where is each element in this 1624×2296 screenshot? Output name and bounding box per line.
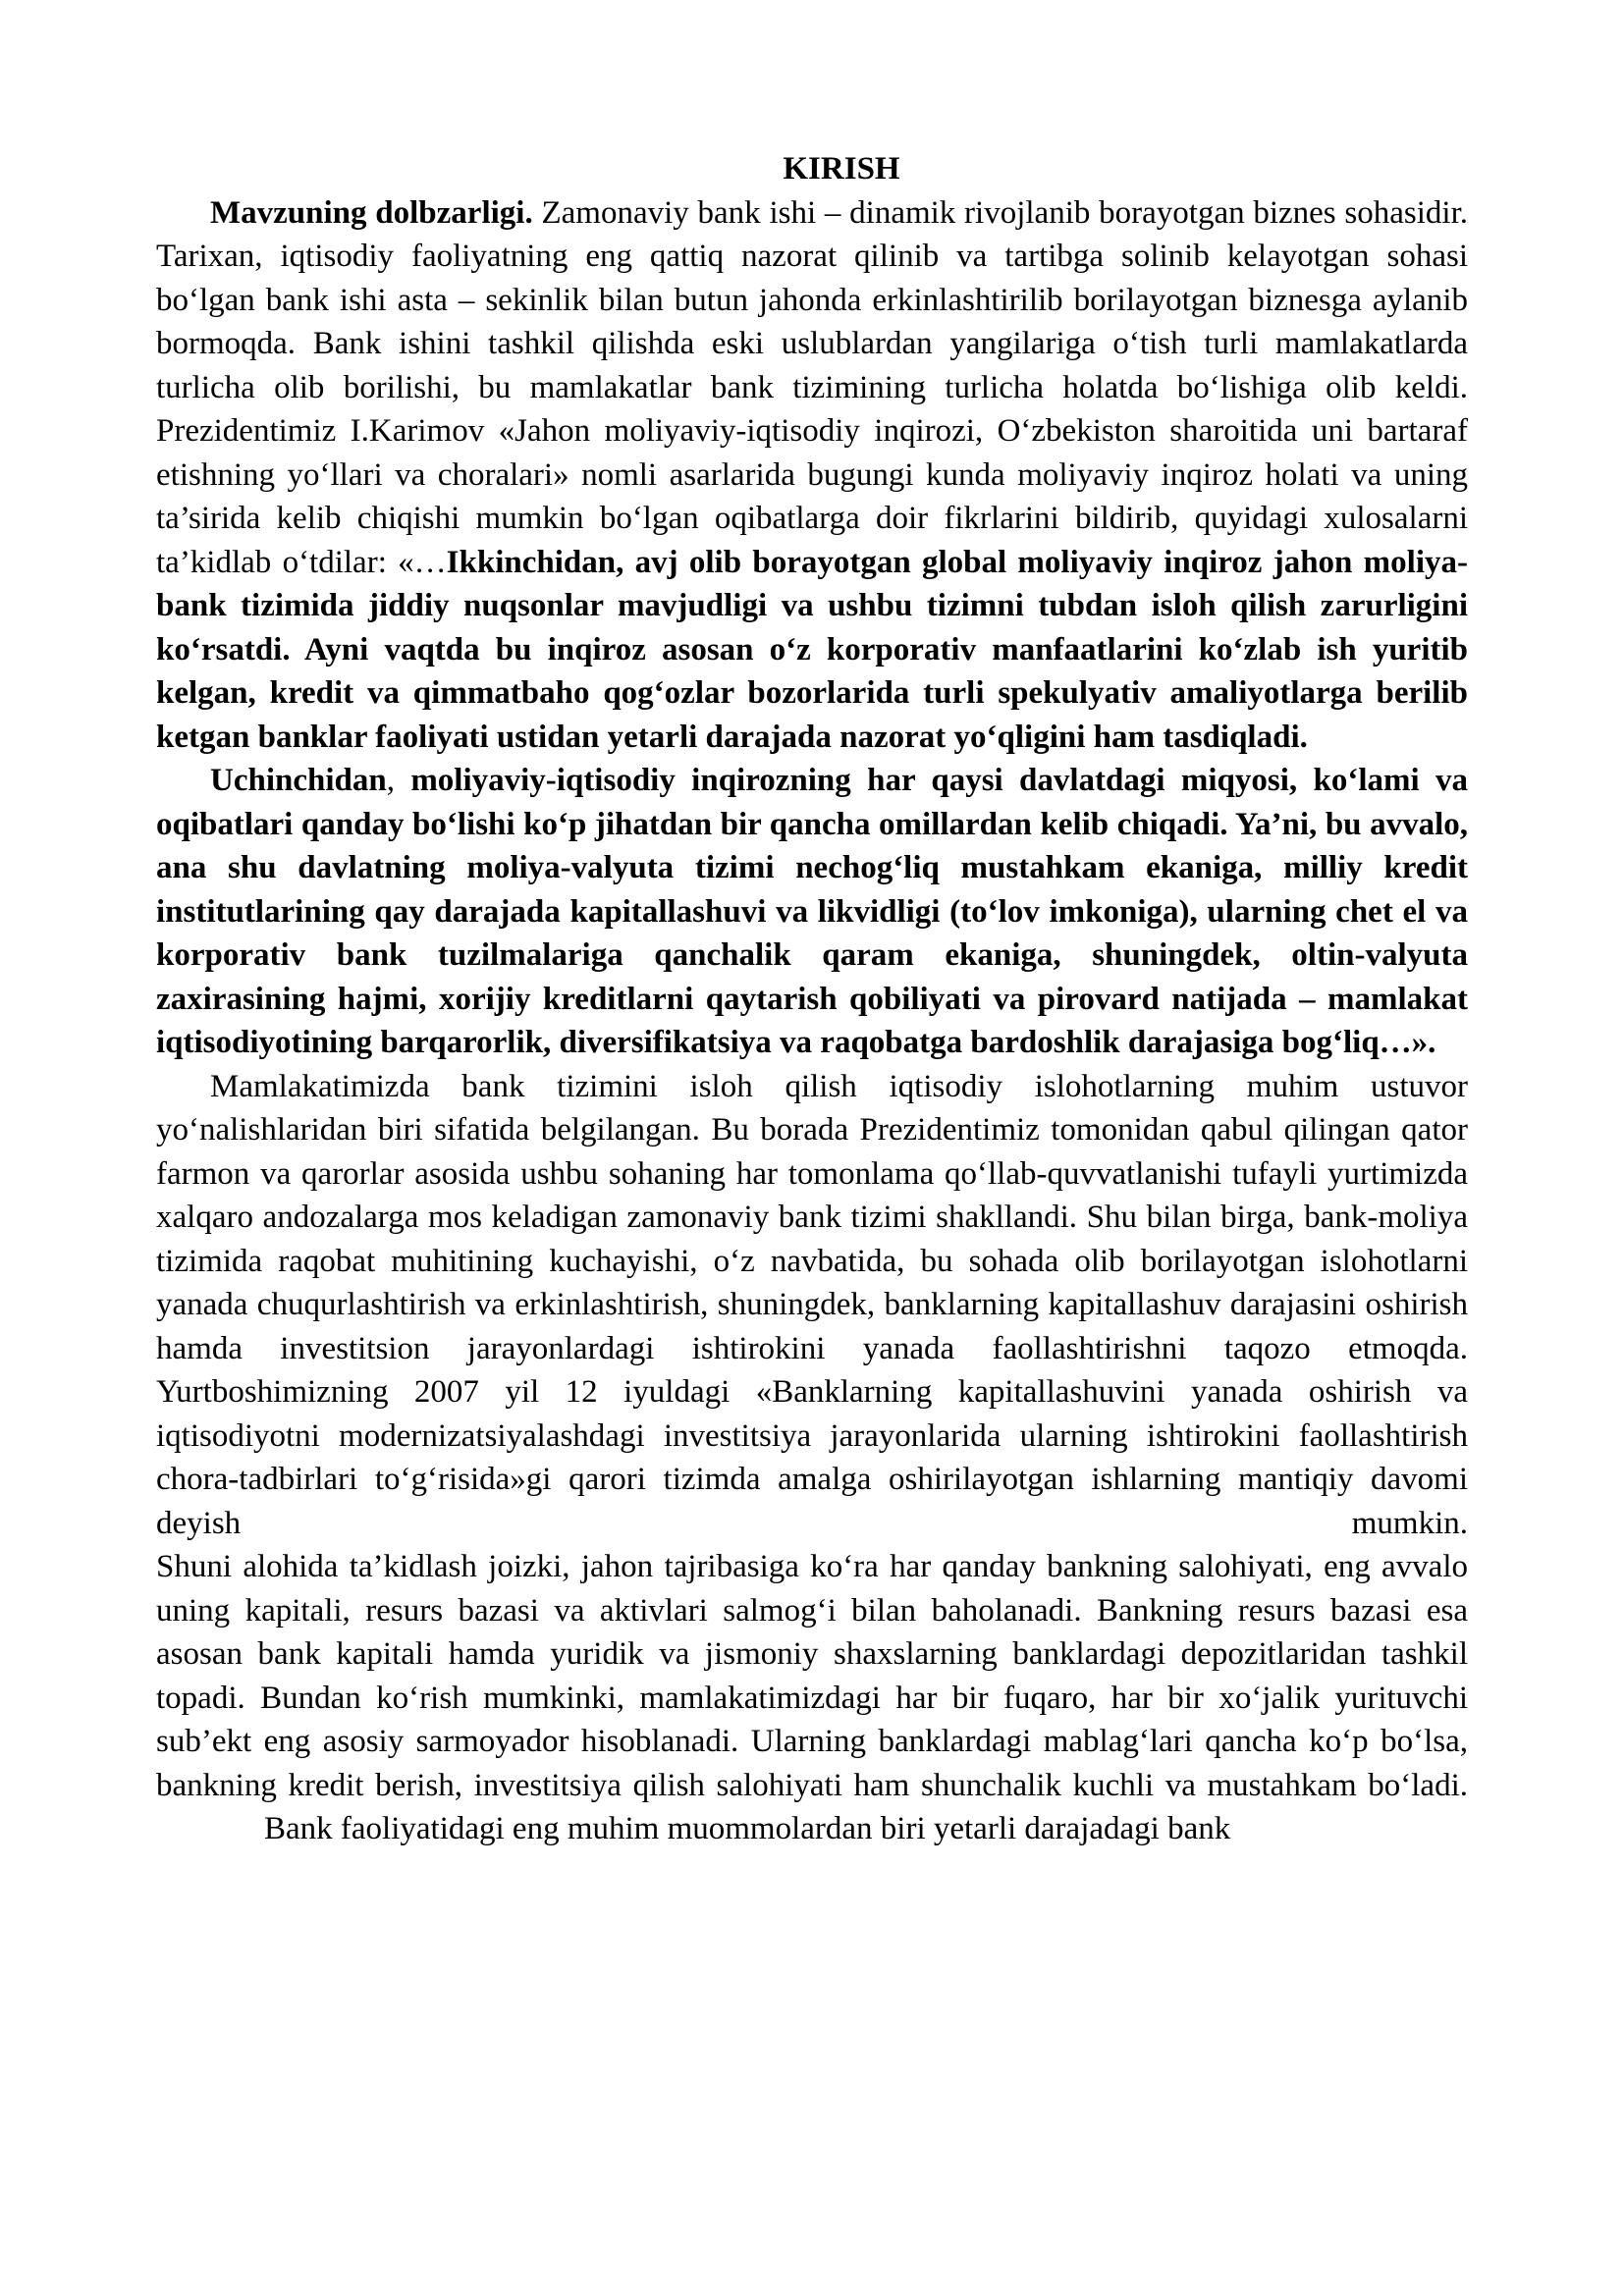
paragraph-banking-reform: Mamlakatimizda bank tizimini isloh qilish iqtisodiy islohotlarning muhim ustuvor yo‘nalishlaridan biri sifatida belgilangan. Bu borada Prezidentimiz tomonidan qabul qilingan qator farmon va qarorlar asosida ushbu sohaning har tomonlama qo‘llab-quvvatlanishi tufayli yurtimizda xalqaro andozalarga mos keladigan zamonaviy bank tizimi shakllandi. Shu bilan birga, bank-moliya tizimida raqobat muhitining kuchayishi, o‘z navbatida, bu sohada olib borilayotgan islohotlarni yanada chuqurlashtirish va erkinlashtirish, shuningdek, banklarning kapitallashuv darajasini oshirish hamda investitsion jarayonlardagi ishtirokini yanada faollashtirishni taqozo etmoqda. Yurtboshimizning 2007 yil 12 iyuldagi «Banklarning kapitallashuvini yanada oshirish va iqtisodiyotni modernizatsiyalashdagi investitsiya jarayonlarida ularning ishtirokini faollashtirish chora-tadbirlari to‘g‘risida»gi qarori tizimda amalga oshirilayotgan ishlarning mantiqiy davomi deyish mumkin. [156, 1068, 1468, 1541]
paragraph-bank-potential: Shuni alohida ta’kidlash joizki, jahon tajribasiga ko‘ra har qanday bankning salohiyati, eng avvalo uning kapitali, resurs bazasi va aktivlari salmog‘i bilan baholanadi. Bankning resurs bazasi esa asosan bank kapitali hamda yuridik va jismoniy shaxslarning banklardagi depozitlaridan tashkil topadi. Bundan ko‘rish mumkinki, mamlakatimizdagi har bir fuqaro, har bir xo‘jalik yurituvchi sub’ekt eng asosiy sarmoyador hisoblanadi. Ularning banklardagi mablag‘lari qancha ko‘p bo‘lsa, bankning kredit berish, investitsiya qilish salohiyati ham shunchalik kuchli va mustahkam bo‘ladi. [156, 1549, 1468, 1803]
third-point-comma: , [386, 763, 395, 798]
third-point-bold-text: moliyaviy-iqtisodiy inqirozning har qaysi davlatdagi miqyosi, ko‘lami va oqibatlari qanday bo‘lishi ko‘p jihatdan bir qancha omillardan kelib chiqadi. Ya’ni, bu avvalo, ana shu davlatning moliya-valyuta tizimi nechog‘liq mustahkam ekaniga, milliy kredit institutlarining qay darajada kapitallashuvi va likvidligi (to‘lov imkoniga), ularning chet el va korporativ bank tuzilmalariga qanchalik qaram ekaniga, shuningdek, oltin-valyuta zaxirasining hajmi, xorijiy kreditlarni qaytarish qobiliyati va pirovard natijada – mamlakat iqtisodiyotining barqarorlik, diversifikatsiya va raqobatga bardoshlik darajasiga bog‘liq…». [156, 763, 1468, 1060]
document-title: KIRISH [783, 151, 900, 187]
document-page [156, 147, 1468, 1851]
third-point-lead: Uchinchidan [210, 763, 387, 798]
relevance-text: Zamonaviy bank ishi – dinamik rivojlanib borayotgan biznes sohasidir. Tarixan, iqtisodiy faoliyatning eng qattiq nazorat qilinib va tartibga solinib kelayotgan sohasi bo‘lgan bank ishi asta – sekinlik bilan butun jahonda erkinlashtirilib borilayotgan biznesga aylanib bormoqda. Bank ishini tashkil qilishda eski uslublardan yangilariga o‘tish turli mamlakatlarda turlicha olib borilishi, bu mamlakatlar bank tizimining turlicha holatda bo‘lishiga olib keldi. Prezidentimiz I.Karimov «Jahon moliyaviy-iqtisodiy inqirozi, O‘zbekiston sharoitida uni bartaraf etishning yo‘llari va choralari» nomli asarlarida bugungi kunda moliyaviy inqiroz holati va uning ta’sirida kelib chiqishi mumkin bo‘lgan oqibatlarga doir fikrlarini bildirib, quyidagi xulosalarni ta’kidlab o‘tdilar: «… [156, 194, 1469, 580]
paragraph-third-point [156, 759, 1468, 1065]
paragraph-bank-problems: Bank faoliyatidagi eng muhim muommolardan biri yetarli darajadagi bank [264, 1811, 1231, 1846]
relevance-quote-bold: Ikkinchidan, avj olib borayotgan global moliyaviy inqiroz jahon moliya-bank tizimida jiddiy nuqsonlar mavjudligi va ushbu tizimni tubdan isloh qilish zarurligini ko‘rsatdi. Ayni vaqtda bu inqiroz asosan o‘z korporativ manfaatlarini ko‘zlab ish yuritib kelgan, kredit va qimmatbaho qog‘ozlar bozorlarida turli spekulyativ amaliyotlarga berilib ketgan banklar faoliyati ustidan yetarli darajada nazorat yo‘qligini ham tasdiqladi. [156, 544, 1468, 755]
relevance-heading: Mavzuning dolbzarligi. [210, 194, 533, 231]
paragraph-relevance [156, 191, 1468, 760]
